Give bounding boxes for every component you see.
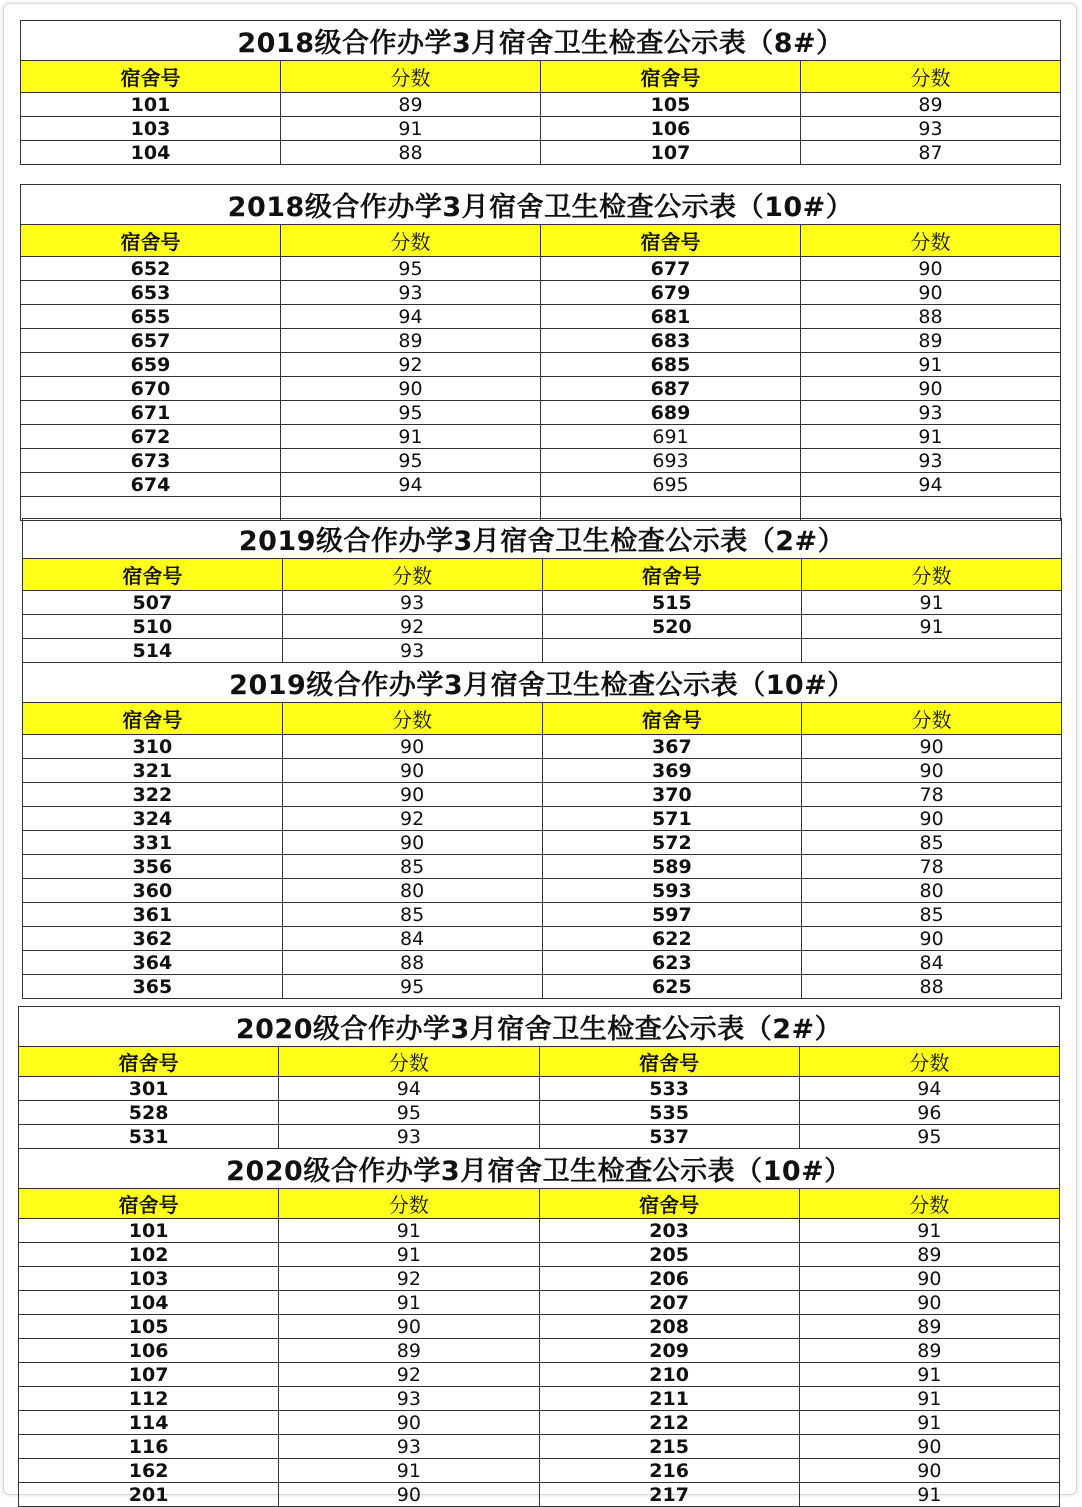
room-cell: 515 — [542, 591, 802, 615]
table-title: 2020级合作办学3月宿舍卫生检查公示表（2#） — [19, 1007, 1060, 1047]
score-cell — [802, 639, 1062, 663]
room-cell: 681 — [541, 305, 801, 329]
table-row — [21, 117, 1061, 141]
score-cell: 90 — [281, 377, 541, 401]
room-cell: 301 — [19, 1077, 279, 1101]
room-cell: 531 — [19, 1125, 279, 1149]
table-row — [19, 1363, 1060, 1387]
score-cell: 91 — [799, 1219, 1059, 1243]
table-row — [19, 1243, 1060, 1267]
room-cell: 537 — [539, 1125, 799, 1149]
room-cell: 356 — [23, 855, 283, 879]
room-cell: 364 — [23, 951, 283, 975]
score-cell: 93 — [279, 1125, 539, 1149]
room-cell: 571 — [542, 807, 802, 831]
header-room: 宿舍号 — [541, 225, 801, 257]
score-cell: 92 — [282, 807, 542, 831]
score-cell: 78 — [802, 783, 1062, 807]
table-row — [21, 93, 1061, 117]
score-cell: 87 — [801, 141, 1061, 165]
table-row — [23, 759, 1062, 783]
room-cell: 162 — [19, 1459, 279, 1483]
score-table — [18, 1006, 1060, 1507]
score-cell: 94 — [799, 1077, 1059, 1101]
score-cell: 96 — [799, 1101, 1059, 1125]
score-cell: 93 — [282, 591, 542, 615]
room-cell: 685 — [541, 353, 801, 377]
score-cell: 92 — [281, 353, 541, 377]
score-cell: 95 — [281, 449, 541, 473]
table-row — [19, 1339, 1060, 1363]
header-room: 宿舍号 — [23, 559, 283, 591]
room-cell: 514 — [23, 639, 283, 663]
table-row — [23, 591, 1062, 615]
room-cell: 360 — [23, 879, 283, 903]
room-cell: 310 — [23, 735, 283, 759]
room-cell: 369 — [542, 759, 802, 783]
sheet-2020 — [18, 1006, 1060, 1506]
score-cell: 88 — [281, 141, 541, 165]
room-cell: 689 — [541, 401, 801, 425]
score-cell: 89 — [799, 1243, 1059, 1267]
table-row — [23, 831, 1062, 855]
table-row — [21, 305, 1061, 329]
header-room: 宿舍号 — [541, 61, 801, 93]
header-score: 分数 — [802, 703, 1062, 735]
table-row — [19, 1411, 1060, 1435]
room-cell: 693 — [541, 449, 801, 473]
score-cell: 91 — [279, 1291, 539, 1315]
score-cell: 91 — [281, 117, 541, 141]
table-row — [21, 141, 1061, 165]
room-cell: 365 — [23, 975, 283, 999]
room-cell: 510 — [23, 615, 283, 639]
table-row — [19, 1459, 1060, 1483]
room-cell: 215 — [539, 1435, 799, 1459]
score-cell: 88 — [802, 975, 1062, 999]
table-row — [21, 257, 1061, 281]
room-cell: 106 — [19, 1339, 279, 1363]
room-cell: 102 — [19, 1243, 279, 1267]
sheet-2019 — [22, 518, 1062, 998]
score-cell: 90 — [282, 759, 542, 783]
header-room: 宿舍号 — [19, 1047, 279, 1077]
table-row — [21, 425, 1061, 449]
room-cell — [542, 639, 802, 663]
score-cell: 89 — [799, 1315, 1059, 1339]
score-cell: 85 — [282, 855, 542, 879]
score-table — [22, 518, 1062, 999]
table-row — [19, 1291, 1060, 1315]
score-cell: 95 — [281, 401, 541, 425]
room-cell: 212 — [539, 1411, 799, 1435]
table-row — [23, 639, 1062, 663]
header-score: 分数 — [802, 559, 1062, 591]
score-cell: 90 — [799, 1459, 1059, 1483]
room-cell: 520 — [542, 615, 802, 639]
score-cell: 91 — [802, 615, 1062, 639]
header-room: 宿舍号 — [539, 1189, 799, 1219]
score-cell: 94 — [281, 473, 541, 497]
room-cell: 361 — [23, 903, 283, 927]
table-row — [23, 735, 1062, 759]
score-cell: 91 — [801, 353, 1061, 377]
score-cell: 89 — [801, 329, 1061, 353]
score-cell: 90 — [279, 1411, 539, 1435]
room-cell: 203 — [539, 1219, 799, 1243]
room-cell: 533 — [539, 1077, 799, 1101]
score-cell: 92 — [279, 1363, 539, 1387]
score-cell: 93 — [801, 449, 1061, 473]
header-room: 宿舍号 — [21, 61, 281, 93]
room-cell: 622 — [542, 927, 802, 951]
score-cell: 90 — [282, 735, 542, 759]
table-row — [21, 377, 1061, 401]
score-cell: 93 — [801, 401, 1061, 425]
table-row — [19, 1315, 1060, 1339]
score-cell: 90 — [801, 281, 1061, 305]
score-cell: 93 — [281, 281, 541, 305]
score-cell: 89 — [279, 1339, 539, 1363]
room-cell: 625 — [542, 975, 802, 999]
score-cell: 95 — [279, 1101, 539, 1125]
room-cell: 105 — [19, 1315, 279, 1339]
score-cell: 93 — [282, 639, 542, 663]
table-title: 2020级合作办学3月宿舍卫生检查公示表（10#） — [19, 1149, 1060, 1189]
room-cell: 101 — [21, 93, 281, 117]
score-table — [20, 184, 1061, 521]
score-cell: 91 — [279, 1219, 539, 1243]
room-cell: 103 — [19, 1267, 279, 1291]
room-cell: 670 — [21, 377, 281, 401]
room-cell: 207 — [539, 1291, 799, 1315]
room-cell: 209 — [539, 1339, 799, 1363]
score-cell: 90 — [802, 807, 1062, 831]
room-cell: 112 — [19, 1387, 279, 1411]
room-cell: 210 — [539, 1363, 799, 1387]
score-cell: 90 — [802, 735, 1062, 759]
score-cell: 89 — [799, 1339, 1059, 1363]
room-cell: 672 — [21, 425, 281, 449]
room-cell: 116 — [19, 1435, 279, 1459]
room-cell: 211 — [539, 1387, 799, 1411]
score-cell: 90 — [802, 927, 1062, 951]
header-room: 宿舍号 — [539, 1047, 799, 1077]
score-cell: 94 — [279, 1077, 539, 1101]
score-cell: 91 — [799, 1363, 1059, 1387]
room-cell: 535 — [539, 1101, 799, 1125]
table-row — [23, 855, 1062, 879]
score-cell: 84 — [802, 951, 1062, 975]
table-row — [23, 951, 1062, 975]
room-cell: 597 — [542, 903, 802, 927]
room-cell: 671 — [21, 401, 281, 425]
header-score: 分数 — [281, 225, 541, 257]
room-cell: 589 — [542, 855, 802, 879]
sheet-2018-8 — [20, 20, 1061, 164]
header-score: 分数 — [282, 703, 542, 735]
table-title: 2018级合作办学3月宿舍卫生检查公示表（8#） — [21, 21, 1061, 61]
table-title: 2018级合作办学3月宿舍卫生检查公示表（10#） — [21, 185, 1061, 225]
room-cell: 683 — [541, 329, 801, 353]
score-cell: 88 — [282, 951, 542, 975]
score-cell: 89 — [801, 93, 1061, 117]
room-cell: 216 — [539, 1459, 799, 1483]
table-row — [19, 1101, 1060, 1125]
table-row-clipped — [21, 497, 1061, 521]
score-cell: 80 — [282, 879, 542, 903]
table-row — [19, 1435, 1060, 1459]
header-score: 分数 — [279, 1189, 539, 1219]
score-cell: 95 — [281, 257, 541, 281]
score-cell: 85 — [282, 903, 542, 927]
table-row — [19, 1387, 1060, 1411]
score-cell: 91 — [799, 1411, 1059, 1435]
score-cell: 91 — [279, 1459, 539, 1483]
room-cell: 322 — [23, 783, 283, 807]
room-cell: 321 — [23, 759, 283, 783]
table-row — [21, 353, 1061, 377]
header-score: 分数 — [279, 1047, 539, 1077]
score-cell: 92 — [279, 1267, 539, 1291]
room-cell: 677 — [541, 257, 801, 281]
table-title: 2019级合作办学3月宿舍卫生检查公示表（10#） — [23, 663, 1062, 703]
room-cell: 104 — [19, 1291, 279, 1315]
room-cell: 653 — [21, 281, 281, 305]
score-cell: 88 — [801, 305, 1061, 329]
score-cell: 91 — [802, 591, 1062, 615]
header-room: 宿舍号 — [21, 225, 281, 257]
room-cell: 655 — [21, 305, 281, 329]
score-cell: 89 — [281, 329, 541, 353]
room-cell: 362 — [23, 927, 283, 951]
header-score: 分数 — [801, 225, 1061, 257]
header-score: 分数 — [799, 1189, 1059, 1219]
table-row — [19, 1125, 1060, 1149]
room-cell: 206 — [539, 1267, 799, 1291]
room-cell: 659 — [21, 353, 281, 377]
score-cell: 90 — [799, 1435, 1059, 1459]
score-cell: 91 — [281, 425, 541, 449]
room-cell: 205 — [539, 1243, 799, 1267]
room-cell: 657 — [21, 329, 281, 353]
score-cell: 90 — [799, 1267, 1059, 1291]
room-cell: 695 — [541, 473, 801, 497]
table-row — [23, 783, 1062, 807]
table-row — [23, 879, 1062, 903]
room-cell: 687 — [541, 377, 801, 401]
room-cell: 652 — [21, 257, 281, 281]
room-cell: 208 — [539, 1315, 799, 1339]
room-cell: 107 — [19, 1363, 279, 1387]
score-cell: 95 — [282, 975, 542, 999]
score-table — [20, 20, 1061, 165]
room-cell: 679 — [541, 281, 801, 305]
table-row — [23, 975, 1062, 999]
score-cell: 90 — [279, 1315, 539, 1339]
room-cell: 367 — [542, 735, 802, 759]
score-cell: 90 — [279, 1483, 539, 1507]
header-room: 宿舍号 — [542, 703, 802, 735]
table-row — [23, 903, 1062, 927]
score-cell: 91 — [799, 1483, 1059, 1507]
score-cell: 90 — [799, 1291, 1059, 1315]
room-cell: 217 — [539, 1483, 799, 1507]
score-cell: 92 — [282, 615, 542, 639]
table-row — [21, 401, 1061, 425]
header-score: 分数 — [282, 559, 542, 591]
room-cell: 507 — [23, 591, 283, 615]
table-row — [19, 1267, 1060, 1291]
score-cell: 90 — [282, 783, 542, 807]
table-row — [21, 449, 1061, 473]
header-room: 宿舍号 — [542, 559, 802, 591]
score-cell: 78 — [802, 855, 1062, 879]
table-row — [21, 473, 1061, 497]
room-cell: 103 — [21, 117, 281, 141]
room-cell: 674 — [21, 473, 281, 497]
header-score: 分数 — [799, 1047, 1059, 1077]
room-cell: 572 — [542, 831, 802, 855]
score-cell: 93 — [279, 1387, 539, 1411]
sheet-2018-10 — [20, 184, 1061, 495]
table-row — [19, 1483, 1060, 1507]
score-cell: 90 — [801, 377, 1061, 401]
room-cell: 673 — [21, 449, 281, 473]
room-cell: 105 — [541, 93, 801, 117]
room-cell: 691 — [541, 425, 801, 449]
room-cell: 101 — [19, 1219, 279, 1243]
room-cell: 528 — [19, 1101, 279, 1125]
score-cell: 85 — [802, 903, 1062, 927]
room-cell: 324 — [23, 807, 283, 831]
score-cell: 84 — [282, 927, 542, 951]
table-title: 2019级合作办学3月宿舍卫生检查公示表（2#） — [23, 519, 1062, 559]
room-cell: 593 — [542, 879, 802, 903]
score-cell: 91 — [799, 1387, 1059, 1411]
room-cell: 114 — [19, 1411, 279, 1435]
score-cell: 90 — [282, 831, 542, 855]
score-cell: 85 — [802, 831, 1062, 855]
room-cell: 331 — [23, 831, 283, 855]
table-row — [23, 807, 1062, 831]
score-cell: 90 — [801, 257, 1061, 281]
score-cell: 90 — [802, 759, 1062, 783]
score-cell: 89 — [281, 93, 541, 117]
room-cell: 623 — [542, 951, 802, 975]
header-score: 分数 — [801, 61, 1061, 93]
score-cell: 80 — [802, 879, 1062, 903]
score-cell: 91 — [279, 1243, 539, 1267]
room-cell: 104 — [21, 141, 281, 165]
table-row — [19, 1219, 1060, 1243]
table-row — [21, 329, 1061, 353]
score-cell: 93 — [801, 117, 1061, 141]
header-score: 分数 — [281, 61, 541, 93]
score-cell: 95 — [799, 1125, 1059, 1149]
score-cell: 91 — [801, 425, 1061, 449]
table-row — [21, 281, 1061, 305]
table-row — [23, 615, 1062, 639]
header-room: 宿舍号 — [23, 703, 283, 735]
header-room: 宿舍号 — [19, 1189, 279, 1219]
room-cell: 107 — [541, 141, 801, 165]
room-cell: 106 — [541, 117, 801, 141]
room-cell: 370 — [542, 783, 802, 807]
score-cell: 94 — [281, 305, 541, 329]
table-row — [23, 927, 1062, 951]
score-cell: 93 — [279, 1435, 539, 1459]
room-cell: 201 — [19, 1483, 279, 1507]
score-cell: 94 — [801, 473, 1061, 497]
table-row — [19, 1077, 1060, 1101]
